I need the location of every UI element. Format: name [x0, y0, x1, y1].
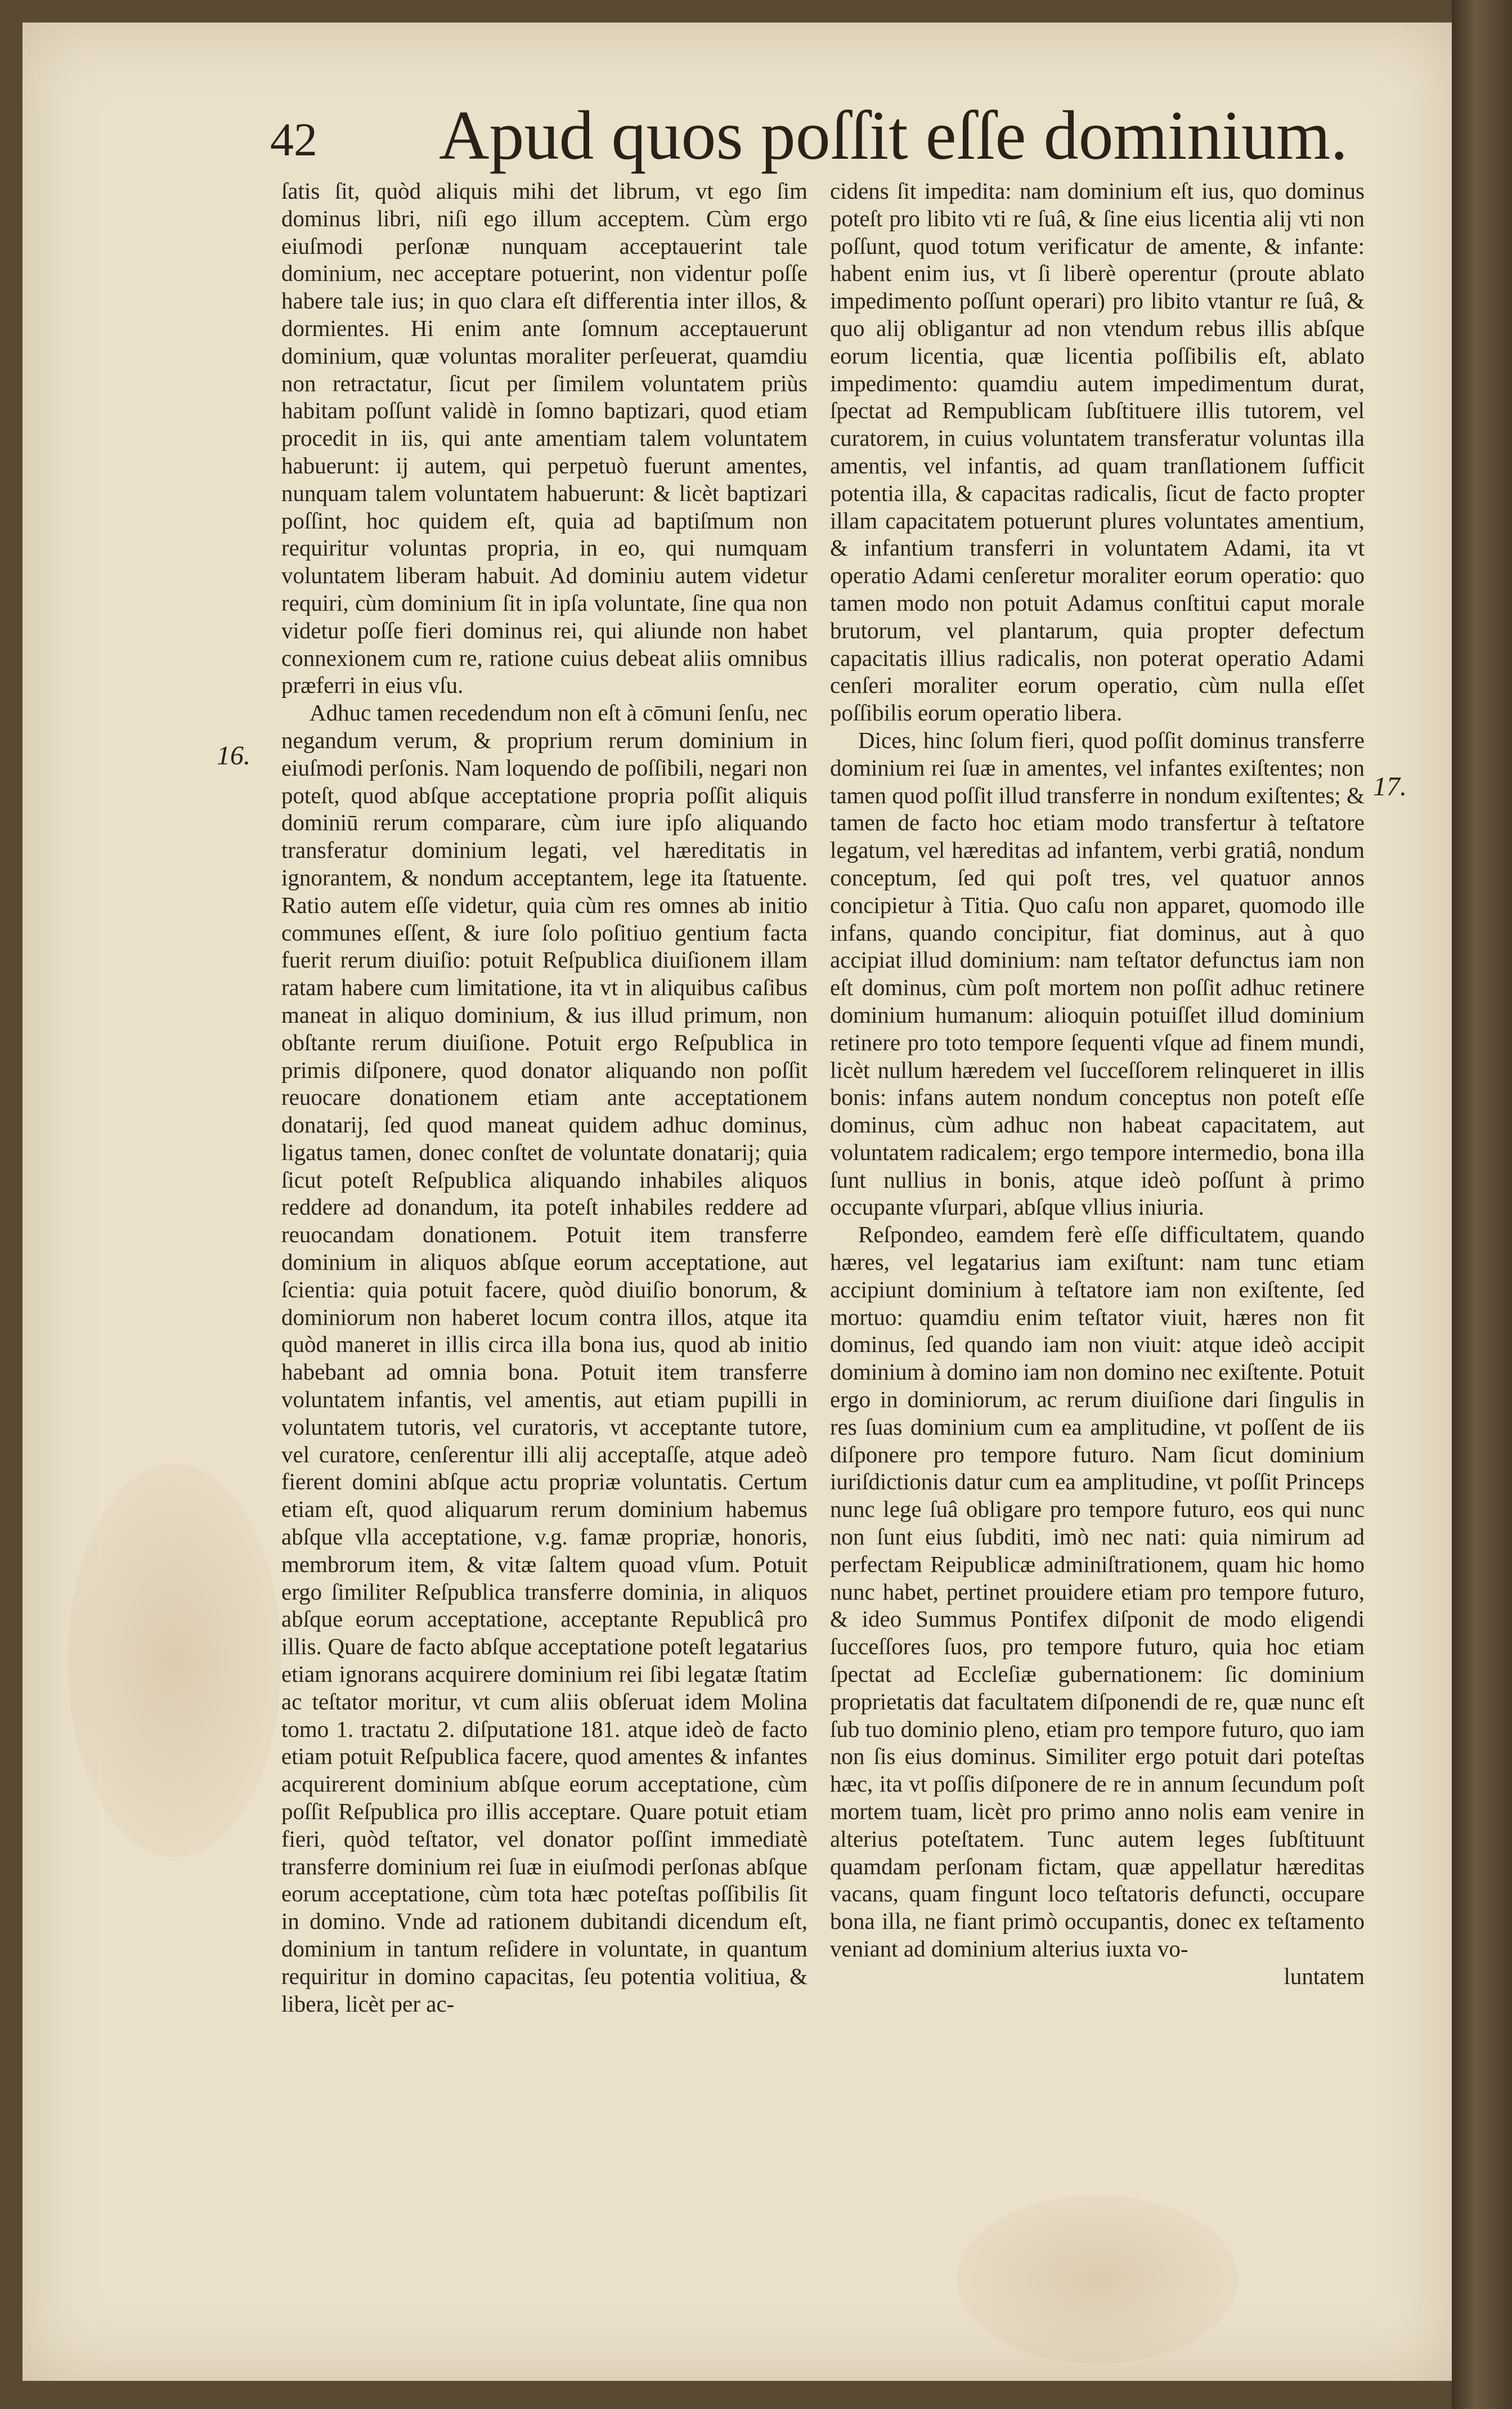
left-column [281, 177, 807, 2017]
paragraph: Dices, hinc ſolum fieri, quod poſſit dominus transferre dominium rei ſuæ in amentes, vel infantes exiſtentes; non tamen quod poſſit illud transferre in nondum exiſtentes; & tamen de facto hoc etiam modo transfertur à teſtatore legatum, vel hæreditas ad infantem, verbi gratiâ, nondum conceptum, ſed qui poſt tres, vel quatuor annos concipietur à Titia. Quo caſu non apparet, quomodo ille infans, quando concipitur, fiat dominus, aut à quo accipiat illud dominium: nam teſtator defunctus iam non eſt dominus, cùm poſt mortem non poſſit adhuc retinere dominium humanum: alioquin potuiſſet illud dominium retinere pro toto tempore ſequenti vſque ad finem mundi, licèt nullum hæredem vel ſucceſſorem relinqueret in illis bonis: infans autem nondum conceptus non poteſt eſſe dominus, cùm adhuc non habeat capacitatem, aut voluntatem radicalem; ergo tempore intermedio, bona illa ſunt nullius in bonis, atque ideò poſſunt à primo occupante vſurpari, abſque vllius iniuria. [830, 727, 1365, 1220]
marginal-number: 17. [1373, 772, 1407, 801]
marginal-number: 16. [217, 741, 250, 771]
catchword: luntatem [1284, 1963, 1365, 1989]
paragraph: Adhuc tamen recedendum non eſt à cōmuni ſenſu, nec negandum verum, & proprium rerum dominium in eiuſmodi perſonis. Nam loquendo de poſſibili, negari non poteſt, quod abſque acceptatione propria poſſit aliquis dominiū rerum comparare, cùm iure ipſo aliquando transferatur dominium legati, vel hæreditatis in ignorantem, & nondum acceptantem, lege ita ſtatuente. Ratio autem eſſe videtur, quia cùm res omnes ab initio communes eſſent, & iure ſolo poſitiuo gentium facta fuerit rerum diuiſio: potuit Reſpublica diuiſionem illam ratam habere cum limitatione, ita vt in aliquibus caſibus maneat in aliquo dominium, & ius illud primum, non obſtante rerum diuiſione. Potuit ergo Reſpublica in primis diſponere, quod donator aliquando non poſſit reuocare donationem etiam ante acceptationem donatarij, ſed quod maneat quidem adhuc dominus, ligatus tamen, donec conſtet de voluntate donatarij; quia ſicut poteſt Reſpublica aliquando inhabiles aliquos reddere ad donandum, ita poteſt inhabiles reddere ad reuocandam donationem. Potuit item transferre dominium in aliquos abſque eorum acceptatione, aut ſcientia: quia potuit facere, quòd diuiſio bonorum, & dominiorum non haberet locum contra illos, atque ita quòd maneret in illis circa illa bona ius, quod ab initio habebant ad omnia bona. Potuit item transferre voluntatem infantis, vel amentis, aut etiam pupilli in voluntatem tutoris, vel curatoris, vt acceptante tutore, vel curatore, cenſerentur illi alij acceptaſſe, atque adeò fierent domini abſque actu propriæ voluntatis. Certum etiam eſt, quod aliquarum rerum dominium habemus abſque vlla acceptatione, v.g. famæ propriæ, honoris, membrorum item, & vitæ ſaltem quoad vſum. Potuit ergo ſimiliter Reſpublica transferre dominia, in aliquos abſque eorum acceptatione, acceptante Republicâ pro illis. Quare de facto abſque acceptatione poteſt legatarius etiam ignorans acquirere dominium rei ſibi legatæ ſtatim ac teſtator moritur, vt cum aliis obſeruat idem Molina tomo 1. tractatu 2. diſputatione 181. atque ideò de facto etiam potuit Reſpublica facere, quod amentes & infantes acquirerent dominium abſque eorum acceptatione, cùm poſſit Reſpublica pro illis acceptare. Quare potuit etiam fieri, quòd teſtator, vel donator poſſint immediatè transferre dominium rei ſuæ in eiuſmodi perſonas abſque eorum acceptatione, cùm tota hæc poteſtas poſſibilis ſit in domino. Vnde ad rationem dubitandi dicendum eſt, dominium in tantum reſidere in voluntate, in quantum requiritur in domino capacitas, ſeu potentia volitiua, & libera, licèt per ac- [281, 700, 807, 2017]
paragraph: cidens ſit impedita: nam dominium eſt ius, quo dominus poteſt pro libito vti re ſuâ, & ſine eius licentia alij vti non poſſunt, quod totum verificatur de amente, & infante: habent enim ius, vt ſi liberè operentur (proute ablato impedimento poſſunt operari) pro libito vtantur re ſuâ, & quo alij obligantur ad non vtendum rebus illis abſque eorum licentia, quæ licentia poſſibilis eſt, ablato impedimento: quamdiu autem impedimentum durat, ſpectat ad Rempublicam ſubſtituere illis tutorem, vel curatorem, in cuius voluntatem transferatur voluntas illa amentis, vel infantis, ad quam tranſlationem ſufficit potentia illa, & capacitas radicalis, ſicut de facto propter illam capacitatem potuerunt plures voluntates amentium, & infantium transferri in voluntatem Adami, ita vt operatio Adami cenſeretur moraliter eorum operatio: quo tamen modo non potuit Adamus conſtitui caput morale brutorum, vel plantarum, quia propter defectum capacitatis illius radicalis, non poterat operatio Adami cenſeri moraliter eorum operatio, cùm nulla eſſet poſſibilis eorum operatio libera. [830, 178, 1365, 726]
book-binding-edge [1452, 0, 1512, 2409]
paragraph: Reſpondeo, eamdem ferè eſſe difficultatem, quando hæres, vel legatarius iam exiſtunt: nam tunc etiam accipiunt dominium à teſtatore iam non exiſtente, ſed mortuo: quamdiu enim teſtator viuit, hæres non fit dominus, ſed quando iam non viuit: atque ideò accipit dominium à domino iam non domino nec exiſtente. Potuit ergo in dominiorum, ac rerum diuiſione dari ſingulis in res ſuas dominium cum ea amplitudine, vt poſſent de iis diſponere pro tempore futuro. Nam ſicut dominium iuriſdictionis datur cum ea amplitudine, vt poſſit Princeps nunc lege ſuâ obligare pro tempore futuro, eos qui nunc non ſunt eius ſubditi, imò nec nati: quia nimirum ad perfectam Reipublicæ adminiſtrationem, quam hic homo nunc habet, pertinet prouidere etiam pro tempore futuro, & ideo Summus Pontifex diſponit de modo eligendi ſucceſſores ſuos, pro tempore futuro, quia hoc etiam ſpectat ad Eccleſiæ gubernationem: ſic dominium proprietatis dat facultatem diſponendi de re, quæ nunc eſt ſub tuo dominio pleno, etiam pro tempore futuro, quo iam non ſis eius dominus. Similiter ergo potuit dari poteſtas hæc, ita vt poſſis diſponere de re in annum ſecundum poſt mortem tuam, licèt pro primo anno nolis eam venire in alterius poteſtatem. Tunc autem leges ſubſtituunt quamdam perſonam fictam, quæ appellatur hæreditas vacans, quam fingunt loco teſtatoris defuncti, occupare bona illa, ne fiant primò occupantis, donec ex teſtamento veniant ad dominium alterius iuxta vo- [830, 1221, 1365, 1962]
paper-stain [68, 1463, 281, 1857]
running-head [270, 97, 1348, 174]
page-number: 42 [270, 114, 317, 166]
paper-stain [957, 2195, 1238, 2364]
right-column [830, 177, 1365, 1990]
page-title: Apud quos poſſit eſſe dominium. [439, 97, 1348, 174]
paragraph: ſatis ſit, quòd aliquis mihi det librum, vt ego ſim dominus libri, niſi ego illum acceptem. Cùm ergo eiuſmodi perſonæ nunquam acceptauerint tale dominium, nec acceptare potuerint, non videntur poſſe habere tale ius; in quo clara eſt differentia inter illos, & dormientes. Hi enim ante ſomnum acceptauerunt dominium, quæ voluntas moraliter perſeuerat, quamdiu non retractatur, ſicut per ſimilem voluntatem priùs habitam poſſunt validè in ſomno baptizari, quod etiam procedit in iis, qui ante amentiam talem voluntatem habuerunt: ij autem, qui perpetuò fuerunt amentes, nunquam talem voluntatem habuerunt: & licèt baptizari poſſint, hoc quidem eſt, quia ad baptiſmum non requiritur voluntas propria, in eo, qui numquam voluntatem liberam habuit. Ad dominiu autem videtur requiri, cùm dominium ſit in ipſa voluntate, ſine qua non videtur poſſe fieri dominus rei, qui aliunde non habet connexionem cum re, ratione cuius debeat aliis omnibus præferri in eius vſu. [281, 178, 807, 698]
